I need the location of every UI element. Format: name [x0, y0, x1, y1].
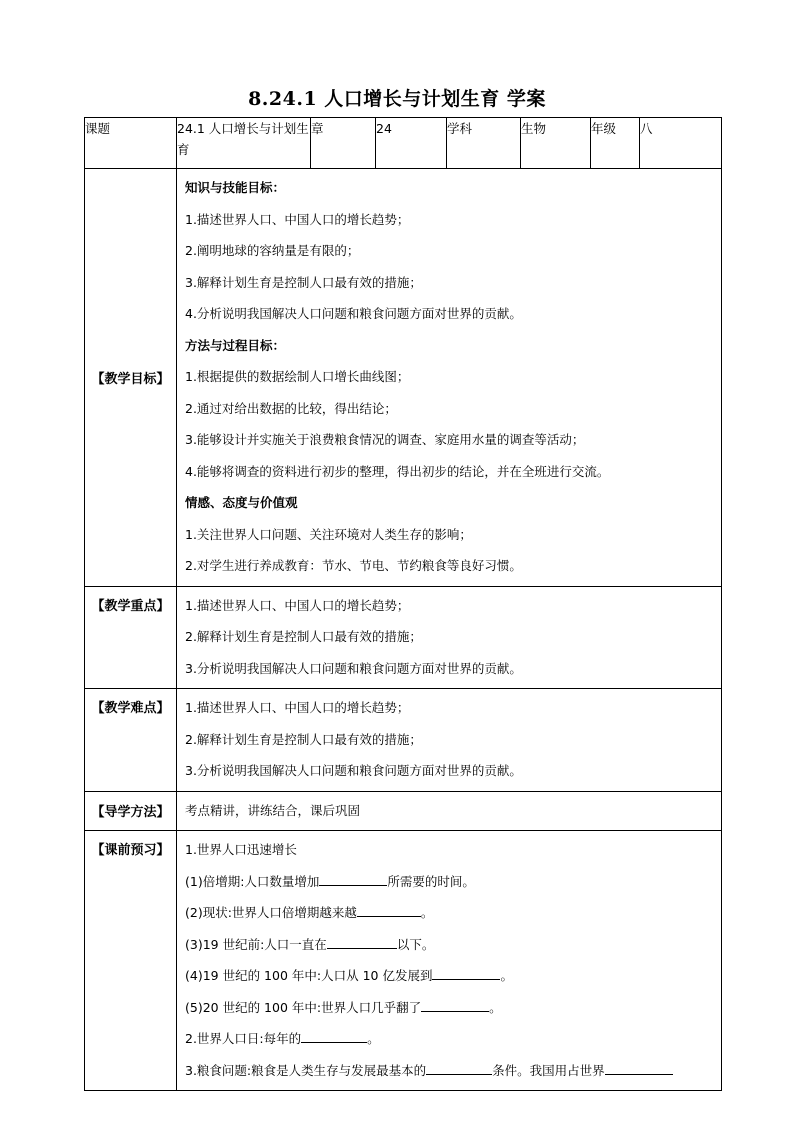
- list-item: 2.通过对给出数据的比较，得出结论；: [185, 400, 397, 416]
- chapter-value: 24: [376, 118, 447, 169]
- method-label: 【导学方法】: [85, 791, 177, 831]
- preview-label: 【课前预习】: [85, 831, 177, 1091]
- list-item: 1.描述世界人口、中国人口的增长趋势；: [185, 211, 410, 227]
- grade-label: 年级: [591, 118, 640, 169]
- fill-text: 条件。我国用占世界: [492, 1062, 605, 1078]
- list-item: [185, 1023, 715, 1055]
- fill-blank[interactable]: [432, 965, 500, 980]
- list-item: 3.能够设计并实施关于浪费粮食情况的调查、家庭用水量的调查等活动；: [185, 432, 585, 447]
- list-item: 3.解释计划生育是控制人口最有效的措施；: [185, 274, 422, 290]
- method-content: [177, 791, 722, 831]
- fill-text: (4)19 世纪的 100 年中:人口从 10 亿发展到: [185, 968, 433, 983]
- fill-blank[interactable]: [357, 902, 421, 917]
- difficulties-label: 【教学难点】: [85, 689, 177, 792]
- list-item: 4.分析说明我国解决人口问题和粮食问题方面对世界的贡献。: [185, 306, 522, 321]
- fill-text: (2)现状:世界人口倍增期越来越: [185, 905, 357, 920]
- fill-text: 。: [500, 968, 513, 983]
- method-row: [85, 791, 722, 831]
- list-item: 1.描述世界人口、中国人口的增长趋势；: [185, 700, 410, 715]
- emotion-heading: 情感、态度与价值观: [185, 495, 298, 510]
- header-row: [85, 118, 722, 169]
- method-heading: 方法与过程目标：: [185, 337, 286, 353]
- fill-blank[interactable]: [426, 1060, 492, 1075]
- list-item: 4.能够将调查的资料进行初步的整理，得出初步的结论，并在全班进行交流。: [185, 463, 610, 479]
- list-item: 2.解释计划生育是控制人口最有效的措施；: [185, 731, 422, 747]
- difficulties-content: [177, 689, 722, 792]
- course-label: 课题: [85, 118, 177, 169]
- preview-content: [177, 831, 722, 1091]
- list-item: 2.解释计划生育是控制人口最有效的措施；: [185, 629, 422, 644]
- fill-text: 。: [420, 905, 434, 920]
- objectives-label: 【教学目标】: [85, 169, 177, 587]
- fill-text: (3)19 世纪前:人口一直在: [185, 936, 327, 952]
- fill-blank[interactable]: [605, 1060, 673, 1075]
- fill-text: 3.粮食问题:粮食是人类生存与发展最基本的: [185, 1062, 427, 1078]
- subject-value: 生物: [521, 118, 591, 169]
- list-item: 2.阐明地球的容纳量是有限的；: [185, 243, 360, 258]
- list-item: 1.描述世界人口、中国人口的增长趋势；: [185, 597, 410, 613]
- knowledge-heading: 知识与技能目标：: [185, 180, 286, 195]
- preview-row: [85, 831, 722, 1091]
- fill-blank[interactable]: [319, 871, 387, 886]
- list-item: 1.根据提供的数据绘制人口增长曲线图；: [185, 369, 410, 384]
- fill-text: 2.世界人口日:每年的: [185, 1031, 302, 1046]
- list-item: [185, 897, 715, 929]
- method-text: 考点精讲，讲练结合，课后巩固: [185, 802, 361, 818]
- list-item: 3.分析说明我国解决人口问题和粮食问题方面对世界的贡献。: [185, 763, 522, 778]
- grade-value: 八: [640, 118, 722, 169]
- fill-text: 。: [489, 999, 502, 1015]
- lesson-plan-table: [84, 117, 722, 1091]
- objectives-content: [177, 169, 722, 587]
- key-points-content: [177, 586, 722, 689]
- fill-blank[interactable]: [301, 1028, 367, 1043]
- list-item: [185, 1055, 715, 1087]
- list-item: [185, 992, 715, 1024]
- difficulties-row: [85, 689, 722, 792]
- preview-heading: 1.世界人口迅速增长: [185, 842, 297, 857]
- objectives-row: [85, 169, 722, 587]
- subject-label: 学科: [447, 118, 521, 169]
- fill-blank[interactable]: [327, 934, 397, 949]
- fill-text: (1)倍增期:人口数量增加: [185, 873, 320, 889]
- course-value: 24.1 人口增长与计划生育: [177, 118, 311, 169]
- list-item: [185, 960, 715, 992]
- list-item: [185, 866, 715, 898]
- key-points-row: [85, 586, 722, 689]
- fill-blank[interactable]: [421, 997, 489, 1012]
- chapter-label: 章: [311, 118, 376, 169]
- fill-text: 。: [367, 1031, 380, 1046]
- page-title: 8.24.1 人口增长与计划生育 学案: [248, 88, 546, 110]
- list-item: 3.分析说明我国解决人口问题和粮食问题方面对世界的贡献。: [185, 660, 522, 676]
- fill-text: 所需要的时间。: [387, 873, 475, 889]
- list-item: 2.对学生进行养成教育：节水、节电、节约粮食等良好习惯。: [185, 558, 522, 573]
- key-points-label: 【教学重点】: [85, 586, 177, 689]
- fill-text: (5)20 世纪的 100 年中:世界人口几乎翻了: [185, 999, 422, 1015]
- list-item: [185, 929, 715, 961]
- fill-text: 以下。: [396, 936, 435, 952]
- list-item: 1.关注世界人口问题、关注环境对人类生存的影响；: [185, 526, 472, 542]
